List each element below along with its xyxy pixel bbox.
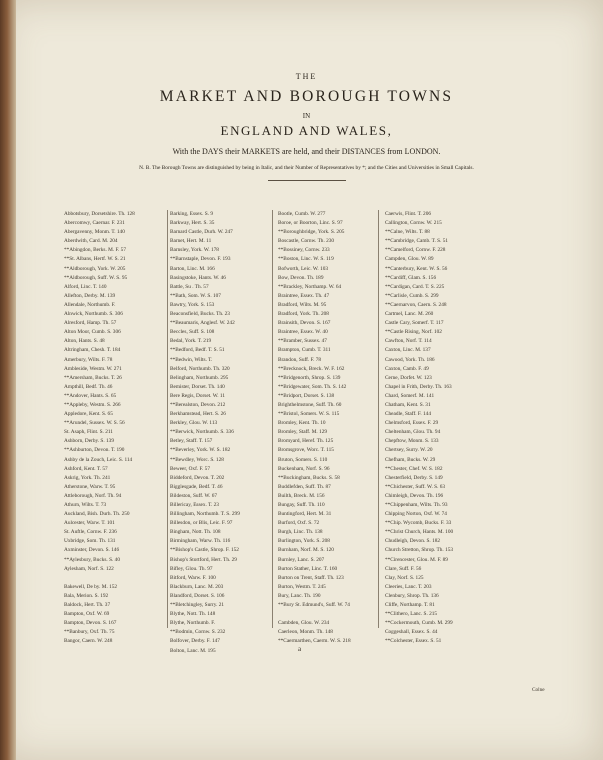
town-entry: Abbotsbury, Dorsetshire. Th. 128: [64, 211, 135, 217]
town-entry: **Chippenham, Wilts. Th. 93: [385, 502, 448, 508]
town-entry: Cheltenham, Glou. Th. 94: [385, 429, 441, 436]
town-entry: Alford, Linc. T. 140: [64, 283, 107, 290]
town-entry: Chelmsford, Essex. F. 29: [385, 420, 439, 427]
town-entry: Blackburn, Lanc. M. 203: [170, 583, 224, 590]
town-entry: Burford, Oxf. S. 72: [278, 520, 320, 527]
town-entry: **Bodmin, Cornw. S. 232: [170, 629, 226, 636]
town-entry: **Aldborough, Suff. W. S. 95: [64, 274, 128, 281]
column-2: [170, 210, 288, 656]
town-entry: Beweer, Oxf. F. 57: [170, 465, 210, 472]
town-entry: Aylesham, Norf. S. 122: [64, 565, 114, 572]
town-entry: **Chester, Chef. W. S. 182: [385, 465, 443, 472]
column-1: [64, 210, 182, 646]
town-entry: Bitford, Warw. F. 100: [170, 574, 216, 581]
town-entry: Barnet, Hert. M. 11: [170, 238, 212, 245]
town-entry: **Bristol, Somers. W. S. 115: [278, 411, 340, 418]
town-entry: Barnard Castle, Durh. W. 247: [170, 229, 233, 236]
section-gap: [64, 574, 182, 583]
town-entry: Altringham, Chesh. T. 184: [64, 347, 121, 354]
town-entry: Allefton, Derby. M. 139: [64, 292, 116, 299]
town-entry: Blandford, Dorset. S. 106: [170, 592, 225, 599]
town-entry: Bolfover, Derby. F. 147: [170, 638, 220, 645]
town-entry: **Bridport, Dorset. S. 138: [278, 392, 335, 399]
town-entry: Clare, Suff. F. 56: [385, 565, 422, 572]
town-entry: Amerbury, Wilts. F. 78: [64, 356, 113, 363]
town-entry: **Ashburton, Devon. T. 190: [64, 447, 125, 454]
town-entry: Baldock, Hert. Th. 37: [64, 601, 111, 608]
town-entry: Basingstoke, Hants. W. 46: [170, 274, 226, 281]
page-header: [20, 72, 593, 181]
town-entry: **Calne, Wilts. T. 88: [385, 229, 430, 236]
town-entry: Cartmel, Lanc. M. 260: [385, 311, 434, 318]
town-entry: Alton Moor, Cumb. S. 306: [64, 329, 121, 336]
town-entry: Ashby de la Zouch, Leic. S. 114: [64, 456, 133, 463]
town-entry: Chard, Somerf. M. 141: [385, 392, 435, 399]
town-entry: Coggeshall, Essex. S. 44: [385, 629, 438, 636]
town-entry: Aulcester, Warw. T. 101: [64, 520, 115, 527]
town-entry: **Bury St. Edmund's, Suff. W. 74: [278, 602, 350, 609]
header-rule: [268, 180, 346, 181]
town-entry: Bromley, Kent. Th. 10: [278, 420, 326, 427]
page-number: a: [298, 645, 302, 653]
town-entry: Chudleigh, Devon. S. 182: [385, 538, 441, 545]
town-entry: Caxton, Camb. F. 49: [385, 365, 429, 372]
town-entry: Burnley, Lanc. S. 207: [278, 556, 325, 563]
town-entry: Buntingford, Hert. M. 31: [278, 511, 332, 518]
subtitle: With the DAYS their MARKETS are held, and their DISTANCES from LONDON.: [172, 147, 441, 156]
town-entry: Berkhamstead, Hert. S. 26: [170, 411, 226, 418]
town-entry: Brighthelmstone, Suff. Th. 60: [278, 401, 342, 408]
town-entry: Buckenham, Norf. S. 96: [278, 465, 330, 472]
town-entry: Bampton, Devon. S. 167: [64, 620, 117, 627]
town-entry: Brainsith, Devon. S. 167: [278, 320, 331, 327]
town-entry: Bofworth, Leic. W. 103: [278, 265, 329, 272]
town-entry: Chapel in Frith, Derby. Th. 163: [385, 383, 452, 390]
town-entry: Caxton, Linc. M. 137: [385, 347, 431, 354]
town-entry: **Boston, Linc. W. S. 119: [278, 256, 334, 263]
town-entry: **Barnstaple, Devon. F. 193: [170, 256, 231, 263]
town-entry: **Bletchingley, Surry. 21: [170, 602, 225, 609]
town-entry: **Bridgewater, Som. Th. S. 142: [278, 383, 347, 390]
town-entry: Cawood, York. Th. 186: [385, 356, 435, 363]
town-entry: Cambden, Glou. W. 234: [278, 620, 330, 627]
book-binding: [0, 0, 16, 760]
town-entry: Burton on Trent, Staff. Th. 123: [278, 574, 344, 581]
title-main: MARKET AND BOROUGH TOWNS: [159, 88, 454, 105]
town-entry: Alnwick, Northumb. S. 306: [64, 311, 123, 318]
town-entry: Uxbridge, Som. Th. 131: [64, 538, 116, 545]
town-entry: **Bedwin, Wilts. T.: [170, 356, 213, 363]
town-entry: Barkway, Hert. S. 35: [170, 220, 215, 227]
town-entry: Braintree, Essex. Th. 47: [278, 292, 330, 299]
town-entry: Beccles, Suff. S. 108: [170, 329, 215, 336]
town-entry: Betley, Staff. T. 157: [170, 438, 213, 445]
town-entry: **Cockermouth, Cumb. M. 299: [385, 620, 453, 627]
town-entry: Burnham, Norf. M. S. 120: [278, 547, 334, 554]
town-entry: Billingham, Northumb. T. S. 299: [170, 511, 240, 518]
town-entry: **Beverley, York. W. S. 182: [170, 447, 231, 454]
town-entry: Ashborn, Derby. S. 139: [64, 438, 114, 445]
town-entry: Chatham, Kent. S. 31: [385, 401, 431, 408]
column-divider: [272, 210, 273, 628]
town-entry: Berkley, Glou. W. 113: [170, 420, 218, 427]
town-entry: Attleborough, Norf. Th. 94: [64, 492, 122, 499]
town-entry: **Bath, Som. W. S. 107: [170, 292, 221, 299]
title-in: IN: [302, 112, 311, 120]
town-entry: Bere Regis, Dorset. W. 11: [170, 392, 225, 399]
title-england-wales: ENGLAND AND WALES,: [220, 123, 393, 138]
town-entry: Bigglesgade, Bedf. T. 46: [170, 483, 223, 490]
town-entry: Bradford, Wilts. M. 95: [278, 301, 327, 308]
town-entry: Bromsgrove, Worc. T. 115: [278, 447, 334, 454]
town-entry: Church Stretton, Shrop. Th. 153: [385, 547, 454, 554]
town-entry: Birmingham, Warw. Th. 116: [170, 538, 231, 545]
column-divider: [378, 210, 379, 628]
town-entry: Ambleside, Westm. W. 271: [64, 365, 122, 372]
town-entry: Boroe, or Boorton, Linc. S. 97: [278, 220, 343, 227]
town-entry: Appledore, Kent. S. 65: [64, 411, 113, 418]
town-entry: Abercomwy, Caernar. F. 231: [64, 220, 125, 227]
town-entry: Burlington, York. S. 208: [278, 538, 330, 545]
town-entry: **Beaumaris, Anglesf. W. 242: [170, 320, 235, 327]
town-entry: Belford, Northumb. Th. 320: [170, 365, 230, 372]
town-entry: Bampton, Oxf. W. 69: [64, 611, 110, 618]
town-entry: **Camelford, Cornw. F. 228: [385, 247, 446, 254]
town-entry: St. Asaph, Flint. S. 211: [64, 429, 113, 436]
town-entry: Clay, Norf. S. 125: [385, 574, 424, 581]
town-entry: Atherstone, Warw. T. 95: [64, 483, 116, 490]
town-entry: **Arundel, Sussex. W. S. 56: [64, 420, 125, 427]
town-entry: Barking, Essex. S. 9: [170, 211, 213, 217]
town-entry: Bungay, Suff. Th. 110: [278, 502, 325, 508]
town-entry: **Cambridge, Camb. T. S. 51: [385, 238, 449, 245]
town-entry: **Buckingham, Bucks. S. 58: [278, 474, 340, 481]
town-entry: Castle Cary, Somerf. T. 117: [385, 320, 444, 327]
town-entry: Bawtry, York. S. 153: [170, 301, 215, 308]
town-entry: **Castle Rising, Norf. 102: [385, 329, 442, 336]
town-entry: Bolton, Lanc. M. 195: [170, 647, 216, 654]
town-entry: **Christ Church, Hants. M. 100: [385, 529, 454, 536]
town-entry: St. Auftle, Cornw. F. 236: [64, 529, 117, 536]
town-entry: **Aylesbury, Bucks. S. 40: [64, 556, 120, 563]
town-entry: Bakewell, De by. M. 152: [64, 583, 118, 590]
town-entry: Bradford, York. Th. 208: [278, 311, 329, 318]
town-entry: **Caernarvon, Caern. S. 248: [385, 301, 447, 308]
town-entry: Chimleigh, Devon. Th. 196: [385, 492, 444, 499]
town-entry: Chipping Norton, Oxf. W. 74: [385, 511, 447, 518]
town-entry: Billericay, Essex. T. 23: [170, 502, 219, 508]
catchword: Colne: [532, 687, 545, 693]
town-entry: **Bramber, Sussex. 47: [278, 338, 327, 345]
town-entry: Blythe, Nott. Th. 148: [170, 611, 216, 618]
town-entry: **Cirencester, Glou. M. F. 89: [385, 556, 448, 563]
town-entry: **Cardiff, Glam. S. 156: [385, 274, 437, 281]
town-entry: **Berwick, Northumb. S. 336: [170, 429, 234, 436]
town-entry: Beaconsfield, Bucks. Th. 23: [170, 311, 230, 318]
town-entry: Barton, Linc. M. 166: [170, 265, 215, 272]
town-entry: **Bewdley, Worc. S. 128: [170, 456, 224, 463]
town-entry: **Bridgenorth, Shrop. S. 139: [278, 374, 341, 381]
town-entry: **Berealston, Devon. 212: [170, 401, 226, 408]
town-entry: Bromley, Staff. M. 129: [278, 429, 327, 436]
town-entry: **St. Albans, Hertf. W. S. 21: [64, 256, 126, 263]
town-entry: Callington, Cornw. W. 215: [385, 220, 442, 227]
town-entry: Cliffe, Northamp. T. 81: [385, 602, 435, 609]
town-entry: **Brackley, Northamp. W. 64: [278, 283, 342, 290]
town-entry: Chepftow, Monm. S. 133: [385, 438, 439, 445]
town-entry: Belingham, Northumb. 295: [170, 374, 229, 381]
town-entry: **Colchester, Essex. S. 51: [385, 638, 442, 645]
town-entry: **Clithero, Lanc. S. 215: [385, 611, 438, 618]
town-entry: Caerleon, Monm. Th. 148: [278, 629, 333, 636]
town-entry: **Brecknock, Breck. W. F. 162: [278, 365, 345, 372]
town-entry: Bangor, Caern. W. 248: [64, 638, 113, 645]
town-entry: Abergavenny, Monm. T. 140: [64, 229, 125, 236]
town-entry: Brandon, Suff. F. 78: [278, 356, 322, 363]
town-entry: Blythe, Northumb. F.: [170, 620, 216, 627]
town-entry: **Banbury, Oxf. Th. 75: [64, 629, 115, 636]
town-entry: Alton, Hants. S. 48: [64, 338, 105, 345]
town-entry: Allendale, Northumb. F.: [64, 301, 116, 308]
town-entry: **Carlisle, Cumb. S. 299: [385, 292, 439, 299]
town-entry: **Aldborough, York. W. 205: [64, 265, 126, 272]
town-entry: Boscastle, Cornw. Th. 230: [278, 238, 335, 245]
column-4: [385, 210, 503, 647]
town-entry: **Caermarthen, Caerm. W. S. 218: [278, 638, 351, 645]
town-entry: Cawfton, Norf. T. 114: [385, 338, 432, 345]
town-entry: Cerne, Dorfet. W. 123: [385, 374, 432, 381]
town-entry: Athurn, Wilts. T. 73: [64, 502, 107, 508]
town-entry: Aberdwith, Card. M. 204: [64, 238, 118, 245]
town-entry: Bromyard, Heref. Th. 125: [278, 438, 334, 445]
title-the: THE: [295, 72, 318, 81]
town-entry: **Boroughbridge, York. S. 205: [278, 229, 345, 236]
note: N. B. The Borough Towns are distinguished by being in Italic, and their Number of Representatives by *; and the Cities and Universities in Small Capitals.: [139, 165, 474, 171]
town-entry: Clenbury, Shrop. Th. 136: [385, 592, 439, 599]
town-entry: Bedal, York. T. 219: [170, 338, 212, 345]
town-entry: Bishop's Stortford, Hert. Th. 29: [170, 556, 237, 563]
town-entry: Buddlefden, Suff. Th. 87: [278, 483, 331, 490]
town-entry: **Chichester, Suff. W. S. 63: [385, 483, 446, 490]
town-entry: **Chip. Wycomb, Bucks. F. 33: [385, 520, 452, 527]
town-entry: Biddeford, Devon. T. 202: [170, 474, 225, 481]
town-entry: **Bedford, Bedf. T. S. 51: [170, 347, 225, 354]
column-divider: [167, 210, 168, 628]
town-entry: Bury, Lanc. Th. 190: [278, 592, 321, 599]
town-entry: Burton Stather, Linc. T. 160: [278, 565, 338, 572]
town-entry: Barnsley, York. W. 178: [170, 247, 219, 254]
town-entry: **Abingdon, Berks. M. F. 57: [64, 247, 126, 254]
town-entry: **Bishop's Castle, Shrop. F. 152: [170, 547, 239, 554]
town-entry: **Andover, Hants. S. 65: [64, 392, 117, 399]
town-entry: Campden, Glou. W. 89: [385, 256, 434, 263]
town-entry: Battle, Su . Th. 57: [170, 283, 209, 290]
town-entry: Axminster, Devon. S. 146: [64, 547, 120, 554]
town-entry: Auckland, Bish. Durh. Th. 250: [64, 511, 130, 518]
town-entry: Bruton, Somers. S. 110: [278, 456, 328, 463]
town-entry: Cleeries, Lanc. T. 203: [385, 583, 432, 590]
town-entry: **Canterbury, Kent. W. S. 56: [385, 265, 448, 272]
town-entry: Chefham, Bucks. W. 29: [385, 456, 436, 463]
town-entry: Ampthill, Bedf. Th. 46: [64, 383, 113, 390]
town-entry: Bildeston, Suff. W. 67: [170, 492, 217, 499]
town-entry: Bifley, Glou. Th. 97: [170, 565, 213, 572]
town-entry: **Appleby, Westm. S. 266: [64, 401, 121, 408]
town-entry: Brampton, Cumb. T. 311: [278, 347, 331, 354]
town-entry: Chesterfield, Derby. S. 149: [385, 474, 443, 481]
town-entry: **Bossiney, Cornw. 233: [278, 247, 330, 254]
town-entry: Builth, Breck. M. 156: [278, 492, 325, 499]
town-entry: Bingham, Nott. Th. 108: [170, 529, 221, 536]
town-entry: Bootle, Cumb. W. 277: [278, 211, 326, 217]
town-entry: Burton, Westm. T. 245: [278, 583, 326, 590]
town-entry: Billesdon, or Blis, Leic. F. 97: [170, 520, 233, 527]
town-entry: **Amersham, Bucks. T. 26: [64, 374, 122, 381]
town-entry: Bemister, Dorset. Th. 140: [170, 383, 225, 390]
town-entry: Cheadle, Staff. F. 144: [385, 411, 431, 418]
town-entry: Burgh, Linc. Th. 138: [278, 529, 323, 536]
town-entry: **Cardigan, Card. T. S. 225: [385, 283, 445, 290]
town-entry: Askrig, York. Th. 241: [64, 474, 111, 481]
town-entry: Bow, Devon. Th. 189: [278, 274, 324, 281]
town-entry: Alresford, Hamp. Th. 57: [64, 320, 117, 327]
town-entry: Braintree, Essex. W. 40: [278, 329, 328, 336]
town-entry: Ashford, Kent. T. 57: [64, 465, 108, 472]
town-entry: Caerwis, Flint. T. 206: [385, 211, 432, 217]
town-entry: Bala, Merion. S. 192: [64, 592, 109, 599]
town-entry: Chertsey, Surry. W. 20: [385, 447, 433, 454]
